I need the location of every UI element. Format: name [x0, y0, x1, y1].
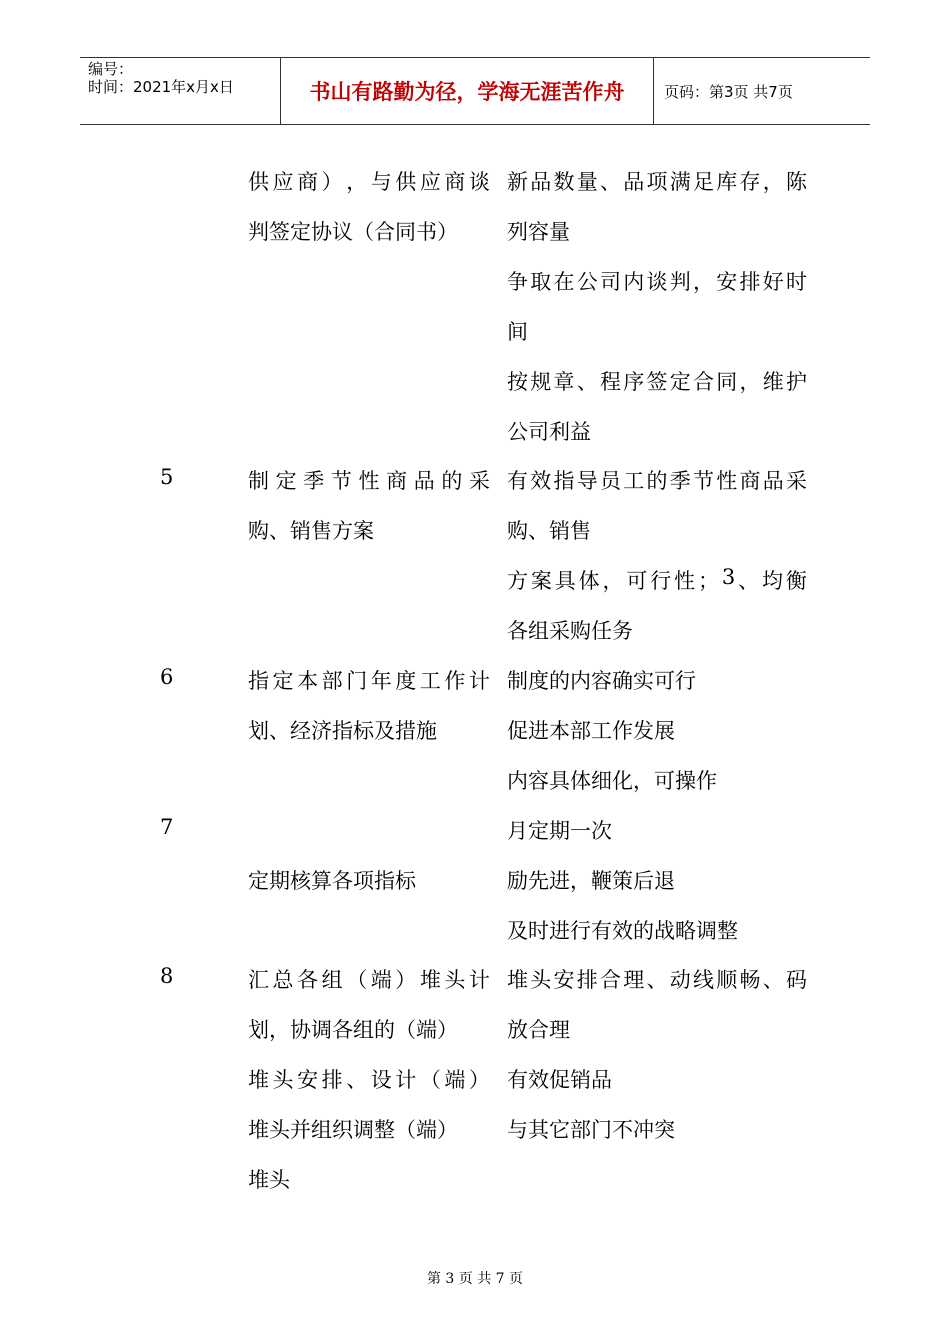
row-2-number: 6 — [160, 665, 174, 689]
row-4-col3-line-0: 堆 头 安 排 合 理 、 动 线 顺 畅 、 码 — [507, 968, 807, 992]
row-1-col3-line-0: 有 效 指 导 员 工 的 季 节 性 商 品 采 — [507, 469, 807, 493]
row-0-col3-line-5: 公司利益 — [507, 420, 591, 444]
row-0-col3-line-1: 列容量 — [507, 220, 570, 244]
row-4-col2-line-0: 汇 总 各 组 （ 端 ） 堆 头 计 — [248, 968, 490, 992]
row-2-col3-line-2: 内容具体细化，可操作 — [507, 769, 717, 793]
row-0-col3-line-2: 争 取 在 公 司 内 谈 判 ， 安 排 好 时 — [507, 270, 807, 294]
number-label: 编号： — [88, 60, 134, 78]
row-1-col2-line-0: 制 定 季 节 性 商 品 的 采 — [248, 469, 490, 493]
row-3-col2-line-0: 定期核算各项指标 — [248, 869, 416, 893]
row-1-col3-line-1: 购、销售 — [507, 519, 591, 543]
row-4-col2-line-1: 划，协调各组的（端） — [248, 1018, 458, 1042]
header-page-label: 页码：第3页 共7页 — [664, 82, 793, 101]
row-0-col3-line-3: 间 — [507, 320, 528, 344]
row-4-col2-line-3: 堆头并组织调整（端） — [248, 1118, 458, 1142]
row-0-col2-line-1: 判签定协议（合同书） — [248, 220, 458, 244]
time-label: 时间：2021年x月x日 — [88, 78, 234, 96]
header-info — [80, 58, 281, 124]
row-2-col3-line-1: 促进本部工作发展 — [507, 719, 675, 743]
header-motto: 书山有路勤为径，学海无涯苦作舟 — [281, 58, 654, 124]
row-3-number: 7 — [160, 815, 174, 839]
row-3-col3-line-0: 月定期一次 — [507, 819, 612, 843]
row-1-number: 5 — [160, 465, 174, 489]
row-2-col3-line-0: 制度的内容确实可行 — [507, 669, 696, 693]
row-3-col3-line-1: 励先进，鞭策后退 — [507, 869, 675, 893]
row-0-col2-line-0: 供 应 商 ） ， 与 供 应 商 谈 — [248, 170, 490, 194]
row-4-col3-line-1: 放合理 — [507, 1018, 570, 1042]
row-1-col3-line-2: 方 案 具 体 ， 可 行 性 ； 3 、 均 衡 — [507, 565, 807, 593]
row-4-col3-line-3: 与其它部门不冲突 — [507, 1118, 675, 1142]
row-2-col2-line-0: 指 定 本 部 门 年 度 工 作 计 — [248, 669, 490, 693]
row-3-col3-line-2: 及时进行有效的战略调整 — [507, 919, 738, 943]
row-0-col3-line-0: 新 品 数 量 、 品 项 满 足 库 存 ， 陈 — [507, 170, 807, 194]
row-1-col2-line-1: 购、销售方案 — [248, 519, 374, 543]
row-4-col2-line-4: 堆头 — [248, 1168, 290, 1192]
row-4-col3-line-2: 有效促销品 — [507, 1068, 612, 1092]
row-4-number: 8 — [160, 964, 174, 988]
row-0-col3-line-4: 按 规 章 、 程 序 签 定 合 同 ， 维 护 — [507, 370, 807, 394]
page-header — [80, 57, 870, 125]
row-4-col2-line-2: 堆 头 安 排 、 设 计 （ 端 ） — [248, 1068, 490, 1092]
page-footer: 第 3 页 共 7 页 — [426, 1271, 524, 1287]
row-1-col3-line-3: 各组采购任务 — [507, 619, 633, 643]
row-2-col2-line-1: 划、经济指标及措施 — [248, 719, 437, 743]
